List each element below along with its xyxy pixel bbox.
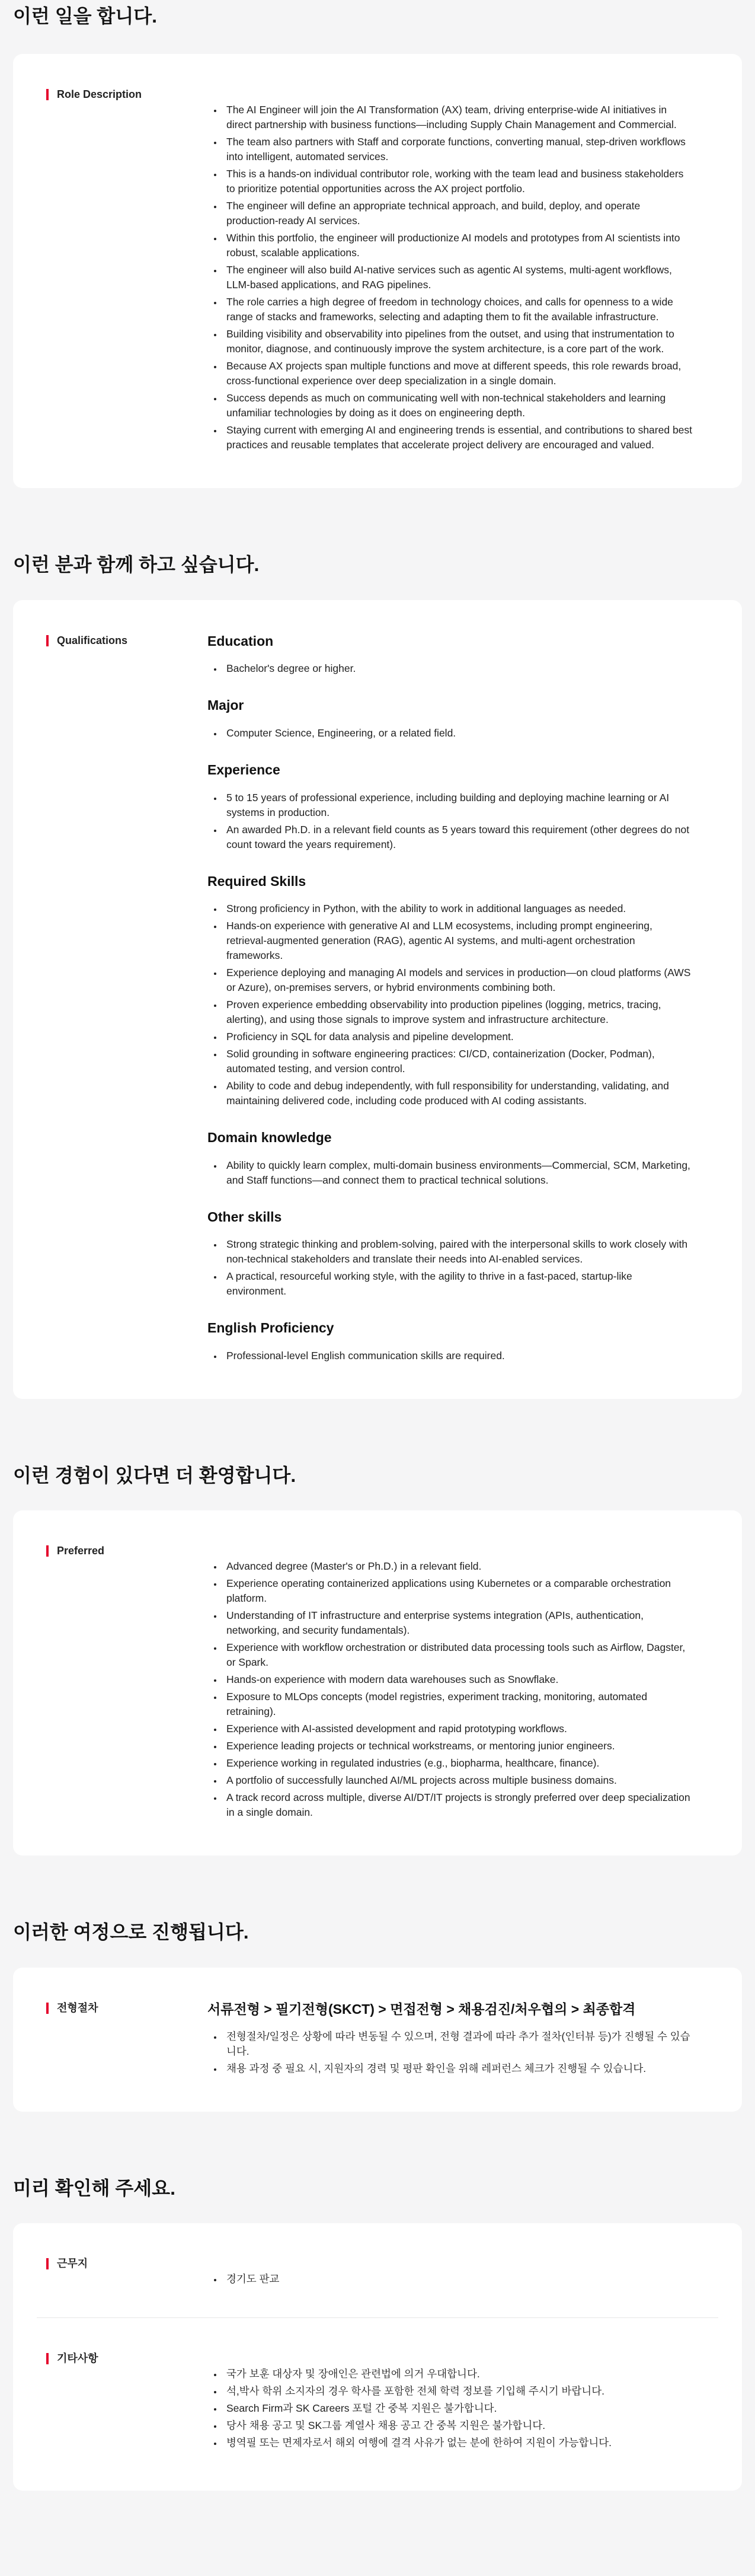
qual-group-major [207, 697, 693, 741]
group-list [207, 661, 693, 676]
list-item: • A portfolio of successfully launched AI/ML projects across multiple business domains. [223, 1773, 693, 1788]
card-content [207, 633, 717, 1366]
qual-group-other-skills [207, 1209, 693, 1299]
group-list [207, 1237, 693, 1299]
label-accent-bar [46, 89, 49, 100]
preferred-list [207, 1559, 693, 1820]
list-item: • Experience with workflow orchestration or distributed data processing tools such as Airflow, Dagster, or Spark. [223, 1640, 693, 1670]
group-title: Education [207, 633, 274, 649]
label-accent-bar [46, 1545, 49, 1557]
card-label [13, 2001, 207, 2078]
role-description-card [13, 54, 742, 488]
list-item: • The AI Engineer will join the AI Transformation (AX) team, driving enterprise-wide AI initiatives in direct partnership with business functions—including Supply Chain Management and Commercial. [223, 103, 693, 132]
list-item: • The engineer will also build AI-native services such as agentic AI systems, multi-agent workflows, LLM-based applications, and RAG pipelines. [223, 263, 693, 292]
list-item: • Experience with AI-assisted development and rapid prototyping workflows. [223, 1721, 693, 1736]
section-heading-notice: 미리 확인해 주세요. [13, 2177, 175, 2199]
list-item: • Search Firm과 SK Careers 포털 간 중복 지원은 불가합니다. [223, 2401, 693, 2416]
group-title: English Proficiency [207, 1320, 334, 1336]
group-list [207, 1348, 693, 1363]
section-heading-qualifications: 이런 분과 함께 하고 싶습니다. [13, 554, 260, 576]
card-label-text: Qualifications [57, 634, 128, 646]
list-item: • 석,박사 학위 소지자의 경우 학사를 포함한 전체 학력 정보를 기입해 주시기 바랍니다. [223, 2384, 693, 2399]
group-title: Major [207, 697, 244, 713]
list-item: • Within this portfolio, the engineer will productionize AI models and prototypes from AI scientists into robust, scalable applications. [223, 231, 693, 260]
qual-group-required-skills [207, 873, 693, 1109]
card-label-text: Role Description [57, 88, 142, 101]
list-item: • Professional-level English communication skills are required. [223, 1348, 693, 1363]
card-label [13, 2351, 207, 2453]
list-item: • Strong proficiency in Python, with the ability to work in additional languages as needed. [223, 901, 693, 916]
card-label-text: 전형절차 [57, 2001, 98, 2014]
preferred-card [13, 1510, 742, 1856]
list-item: • A track record across multiple, diverse AI/DT/IT projects is strongly preferred over deep specialization in a single domain. [223, 1790, 693, 1820]
qualifications-card [13, 600, 742, 1399]
list-item: • 경기도 판교 [223, 2272, 693, 2287]
notice-card [13, 2223, 742, 2491]
qual-group-education [207, 633, 693, 677]
role-list [207, 103, 693, 452]
list-item: • Solid grounding in software engineering practices: CI/CD, containerization (Docker, Podman), automated testing, and version control. [223, 1047, 693, 1076]
qual-group-english [207, 1320, 693, 1363]
list-item: • Hands-on experience with modern data warehouses such as Snowflake. [223, 1672, 693, 1687]
list-item: • Experience deploying and managing AI models and services in production—on cloud platforms (AWS or Azure), on-premises servers, or hybrid environments combining both. [223, 965, 693, 995]
list-item: • Bachelor's degree or higher. [223, 661, 693, 676]
etc-list [207, 2367, 693, 2450]
list-item: • Staying current with emerging AI and engineering trends is essential, and contributions to shared best practices and reusable templates that accelerate project delivery are encouraged and valued. [223, 423, 693, 452]
section-heading-work: 이런 일을 합니다. [13, 5, 158, 27]
list-item: • Experience leading projects or technical workstreams, or mentoring junior engineers. [223, 1739, 693, 1754]
list-item: • Computer Science, Engineering, or a related field. [223, 726, 693, 741]
list-item: • 당사 채용 공고 및 SK그룹 계열사 채용 공고 간 중복 지원은 불가합니다. [223, 2418, 693, 2433]
card-content [207, 2351, 717, 2453]
process-notes [207, 2029, 693, 2076]
list-item: • Strong strategic thinking and problem-solving, paired with the interpersonal skills to work closely with non-technical stakeholders and translate their needs into AI-enabled services. [223, 1237, 693, 1267]
list-item: • 5 to 15 years of professional experience, including building and deploying machine learning or AI systems in production. [223, 790, 693, 820]
list-item: • Ability to quickly learn complex, multi-domain business environments—Commercial, SCM, Marketing, and Staff functions—and connect them to practical technical solutions. [223, 1158, 693, 1188]
list-item: • Exposure to MLOps concepts (model registries, experiment tracking, monitoring, automated retraining). [223, 1689, 693, 1719]
list-item: • Hands-on experience with generative AI and LLM ecosystems, including prompt engineering, retrieval-augmented generation (RAG), agentic AI systems, and multi-agent orchestration frameworks. [223, 919, 693, 963]
location-row [13, 2223, 742, 2317]
list-item: • The engineer will define an appropriate technical approach, and build, deploy, and operate production-ready AI services. [223, 199, 693, 228]
list-item: • The team also partners with Staff and corporate functions, converting manual, step-driven workflows into intelligent, automated services. [223, 135, 693, 164]
list-item: • A practical, resourceful working style, with the agility to thrive in a fast-paced, startup-like environment. [223, 1269, 693, 1299]
label-accent-bar [46, 635, 49, 646]
section-heading-process: 이러한 여정으로 진행됩니다. [13, 1921, 249, 1943]
section-heading-preferred: 이런 경험이 있다면 더 환영합니다. [13, 1464, 296, 1486]
group-list [207, 1158, 693, 1188]
list-item: • Because AX projects span multiple functions and move at different speeds, this role rewards broad, cross-functional experience over deep specialization in a single domain. [223, 359, 693, 388]
group-title: Required Skills [207, 873, 306, 889]
card-content [207, 2256, 717, 2289]
card-content [207, 2001, 717, 2078]
process-steps: 서류전형 > 필기전형(SKCT) > 면접전형 > 채용검진/처우협의 > 최종합격 [207, 2001, 636, 2017]
card-label-text: 근무지 [57, 2258, 88, 2269]
label-accent-bar [46, 2353, 49, 2364]
label-accent-bar [46, 2003, 49, 2014]
list-item: • Proven experience embedding observability into production pipelines (logging, metrics, tracing, alerting), and using those signals to improve system and infrastructure architecture. [223, 997, 693, 1027]
list-item: • Experience working in regulated industries (e.g., biopharma, healthcare, finance). [223, 1756, 693, 1771]
list-item: • 채용 과정 중 필요 시, 지원자의 경력 및 평판 확인을 위해 레퍼런스 체크가 진행될 수 있습니다. [223, 2061, 693, 2076]
qual-group-domain-knowledge [207, 1130, 693, 1188]
list-item: • The role carries a high degree of freedom in technology choices, and calls for openness to a wide range of stacks and frameworks, selecting and adapting them to fit the available infrastructure. [223, 295, 693, 324]
list-item: • Success depends as much on communicating well with non-technical stakeholders and learning unfamiliar technologies by doing as it does on engineering depth. [223, 391, 693, 420]
group-title: Experience [207, 761, 280, 777]
card-label-text: 기타사항 [57, 2352, 98, 2364]
group-list [207, 790, 693, 852]
list-item: • Experience operating containerized applications using Kubernetes or a comparable orchestration platform. [223, 1576, 693, 1606]
list-item: • 국가 보훈 대상자 및 장애인은 관련법에 의거 우대합니다. [223, 2367, 693, 2381]
card-content [207, 87, 717, 455]
group-list [207, 726, 693, 741]
card-label [13, 1544, 207, 1822]
label-accent-bar [46, 2258, 49, 2269]
card-label [13, 2256, 207, 2289]
list-item: • This is a hands-on individual contributor role, working with the team lead and business stakeholders to prioritize potential opportunities across the AX project portfolio. [223, 167, 693, 196]
group-title: Other skills [207, 1209, 282, 1225]
card-label-text: Preferred [57, 1545, 105, 1557]
list-item: • 전형절차/일정은 상황에 따라 변동될 수 있으며, 전형 결과에 따라 추가 절차(인터뷰 등)가 진행될 수 있습니다. [223, 2029, 693, 2059]
location-list [207, 2272, 693, 2287]
card-content [207, 1544, 717, 1822]
etc-row [13, 2318, 742, 2491]
qual-group-experience [207, 762, 693, 852]
list-item: • Proficiency in SQL for data analysis and pipeline development. [223, 1029, 693, 1044]
card-label [13, 87, 207, 455]
process-card [13, 1968, 742, 2112]
list-item: • Advanced degree (Master's or Ph.D.) in a relevant field. [223, 1559, 693, 1574]
group-list [207, 901, 693, 1108]
list-item: • An awarded Ph.D. in a relevant field counts as 5 years toward this requirement (other degrees do not count toward the years requirement). [223, 822, 693, 852]
list-item: • 병역필 또는 면제자로서 해외 여행에 결격 사유가 없는 분에 한하여 지원이 가능합니다. [223, 2435, 693, 2450]
list-item: • Understanding of IT infrastructure and enterprise systems integration (APIs, authentication, networking, and security fundamentals). [223, 1608, 693, 1638]
list-item: • Building visibility and observability into pipelines from the outset, and using that instrumentation to monitor, diagnose, and continuously improve the system architecture, is a core part of the work. [223, 327, 693, 356]
card-label [13, 633, 207, 1366]
list-item: • Ability to code and debug independently, with full responsibility for understanding, validating, and maintaining delivered code, including code produced with AI coding assistants. [223, 1079, 693, 1108]
group-title: Domain knowledge [207, 1130, 332, 1146]
